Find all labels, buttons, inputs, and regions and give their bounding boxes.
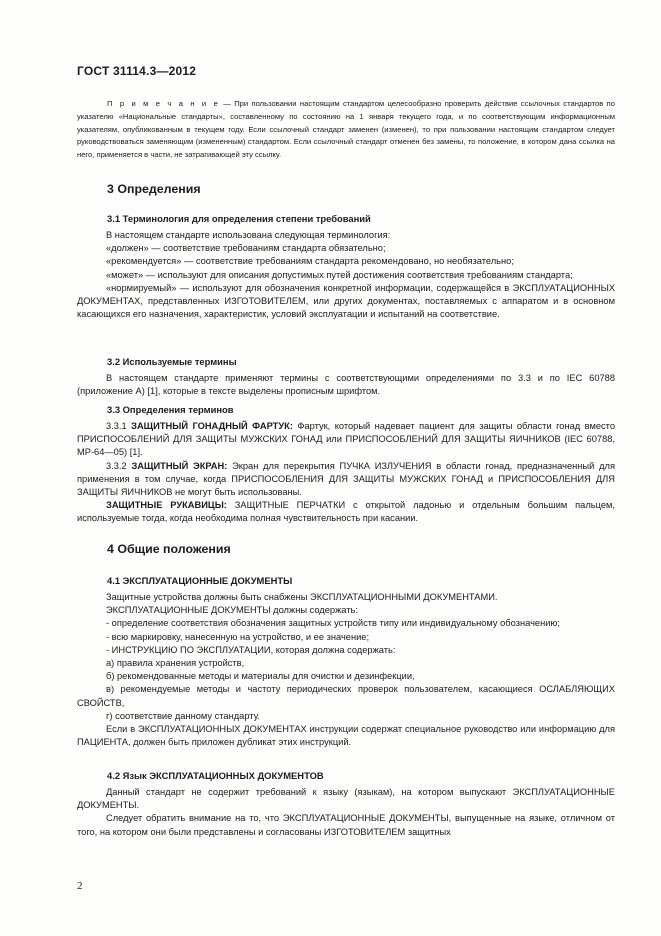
list-item: - ИНСТРУКЦИЮ ПО ЭКСПЛУАТАЦИИ, которая должна содержать: [106,644,396,655]
paragraph: Следует обратить внимание на то, что ЭКСПЛУАТАЦИОННЫЕ ДОКУМЕНТЫ, выпущенные на языке, отличном от того, на котором они были представлены и согласованы ИЗГОТОВИТЕЛЕМ защитных [77,813,615,837]
section-3-3-body [77,420,615,526]
term-definition: Фартук, который надевает пациент для защиты области гонад вместо ПРИСПОСОБЛЕНИЙ ДЛЯ ЗАЩИТЫ МУЖСКИХ ГОНАД или ПРИСПОСОБЛЕНИЙ ДЛЯ ЗАЩИТЫ ЯИЧНИКОВ (IEC 60788, MP-64—05) [1]. [77,421,615,458]
list-item: - определение соответствия обозначения защитных устройств типу или индивидуальному обозначению; [106,618,560,629]
definition-3-3-1 [77,420,615,460]
paragraph: Защитные устройства должны быть снабжены ЭКСПЛУАТАЦИОННЫМИ ДОКУМЕНТАМИ. [106,592,498,602]
list-item: - всю маркировку, нанесенную на устройство, и ее значение; [106,631,370,642]
term-name: ЗАЩИТНЫЙ ГОНАДНЫЙ ФАРТУК: [131,421,293,431]
page-header: ГОСТ 31114.3—2012 [77,64,197,78]
section-3-1-body [77,229,615,321]
paragraph: «рекомендуется» — соответствие требованиям стандарта рекомендовано, но необязательно; [106,256,514,267]
section-4-2-body [77,786,615,839]
section-4-1-title: 4.1 ЭКСПЛУАТАЦИОННЫЕ ДОКУМЕНТЫ [107,575,293,586]
list-item: б) рекомендованные методы и материалы для очистки и дезинфекции, [106,671,415,682]
paragraph: «должен» — соответствие требованиям стандарта обязательно; [106,243,386,254]
section-4-2-title: 4.2 Язык ЭКСПЛУАТАЦИОННЫХ ДОКУМЕНТОВ [107,770,324,781]
page-number: 2 [77,880,83,892]
note-text: — При пользовании настоящим стандартом целесообразно проверить действие ссылочных стандартов по указателю «Национальные стандарты», составленному по состоянию на 1 января текущего года, и по соответствующим информационным указателям, опубликованным в текущем году. Если ссылочный стандарт заменен (изменен), то при пользовании настоящим стандартом следует руководствоваться заменяющим (измененным) стандартом. Если ссылочный стандарт отменен без замены, то положение, в котором дана ссылка на него, применяется в части, не затрагивающей эту ссылку. [77,99,615,160]
paragraph: Если в ЭКСПЛУАТАЦИОННЫХ ДОКУМЕНТАХ инструкции содержат специальное руководство или информацию для ПАЦИЕНТА, должен быть приложен дубликат этих инструкций. [77,724,615,748]
term-number: 3.3.2 [106,460,132,471]
paragraph: «может» — используют для описания допустимых путей достижения соответствия требованиям стандарта; [106,269,573,280]
list-item: в) рекомендуемые методы и частоту периодических проверок пользователем, касающиеся ОСЛАБЛЯЮЩИХ СВОЙСТВ, [77,684,615,708]
paragraph: ЭКСПЛУАТАЦИОННЫЕ ДОКУМЕНТЫ должны содержать: [106,605,358,616]
section-3-2-body [77,372,615,398]
section-4-title: 4 Общие положения [107,542,231,556]
paragraph: «нормируемый» — используют для обозначения конкретной информации, содержащейся в ЭКСПЛУАТАЦИОННЫХ ДОКУМЕНТАХ, представленных ИЗГОТОВИТЕЛЕМ, или других документах, поставляемых с аппаратом и в основном касающихся его назначения, характеристик, условий эксплуатации и испытаний на соответствие. [77,282,615,320]
term-name: ЗАЩИТНЫЙ ЭКРАН: [131,460,228,471]
paragraph: В настоящем стандарте использована следующая терминология: [106,230,391,240]
list-item: а) правила хранения устройств, [106,658,245,669]
note-label: П р и м е ч а н и е [107,99,220,108]
term-number: 3.3.1 [106,421,132,431]
paragraph: В настоящем стандарте применяют термины с соответствующими определениями по 3.3 и по IEC 60788 (приложение А) [1], которые в тексте выделены прописным шрифтом. [77,373,615,397]
reference-note [77,98,615,162]
paragraph: Данный стандарт не содержит требований к языку (языкам), на котором выпускают ЭКСПЛУАТАЦИОННЫЕ ДОКУМЕНТЫ. [77,787,615,811]
definition-3-3-2 [77,460,615,500]
section-3-3-title: 3.3 Определения терминов [107,404,234,415]
section-3-title: 3 Определения [107,182,201,196]
list-item: г) соответствие данному стандарту. [106,710,260,721]
term-definition: ЗАЩИТНЫЕ ПЕРЧАТКИ с открытой ладонью и отдельным большим пальцем, используемые тогда, когда необходима полная чувствительность при касании. [77,500,615,524]
section-3-1-title: 3.1 Терминология для определения степени требований [107,213,371,224]
definition-gloves [77,499,615,525]
section-4-1-body [77,591,615,749]
section-3-2-title: 3.2 Используемые термины [107,356,237,367]
term-name: ЗАЩИТНЫЕ РУКАВИЦЫ: [106,500,227,511]
term-definition: Экран для перекрытия ПУЧКА ИЗЛУЧЕНИЯ в области гонад, предназначенный для применения в том случае, когда ПРИСПОСОБЛЕНИЯ ДЛЯ ЗАЩИТЫ МУЖСКИХ ГОНАД и ПРИСПОСОБЛЕНИЯ ДЛЯ ЗАЩИТЫ ЯИЧНИКОВ не могут быть использованы. [77,460,615,498]
